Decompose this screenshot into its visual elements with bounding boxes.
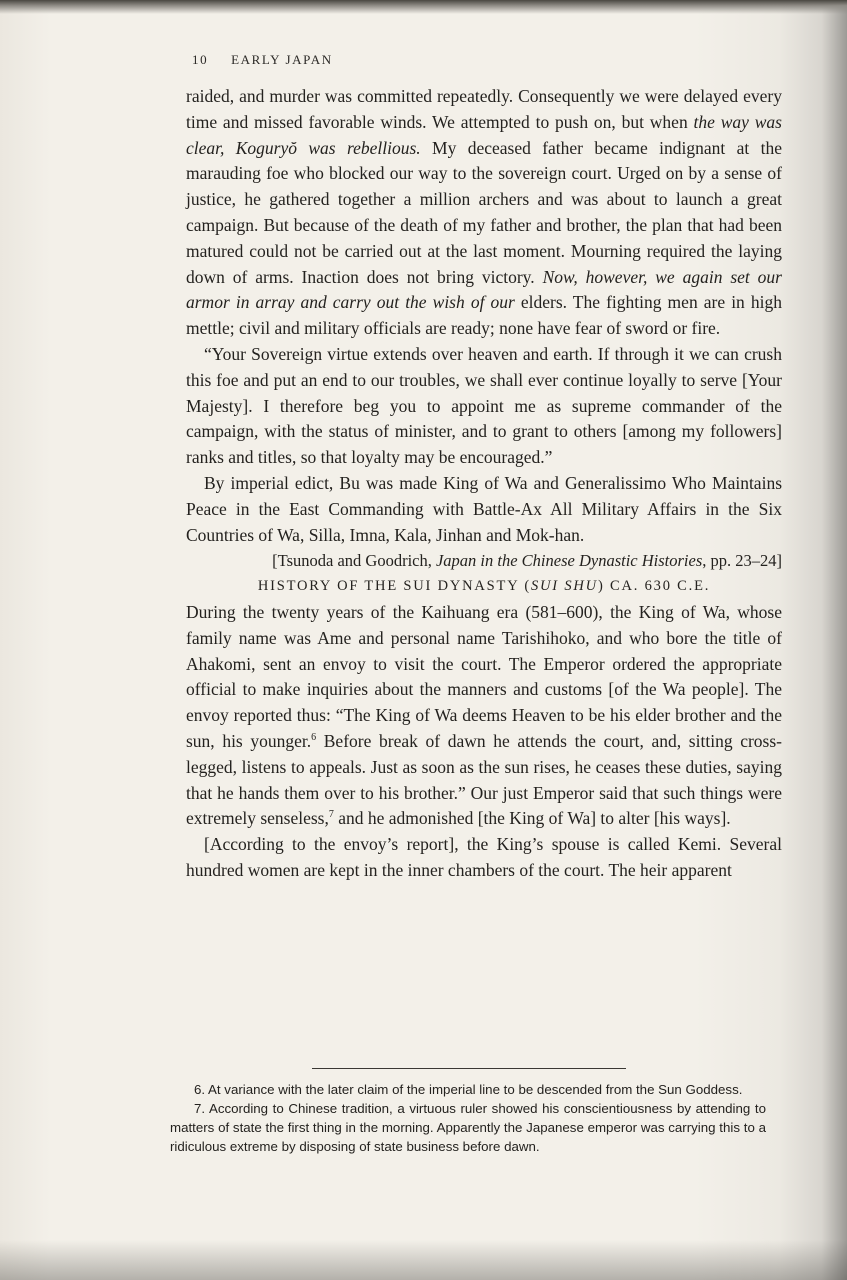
paragraph: [According to the envoy’s report], the King’s spouse is called Kemi. Several hundred women are kept in the inner chambers of the court. The heir apparent bbox=[186, 834, 782, 880]
footnote-ref[interactable]: 7 bbox=[328, 809, 334, 821]
italic-text: the way was clear, Koguryŏ was rebellious. bbox=[186, 111, 782, 158]
footnotes bbox=[170, 1080, 766, 1156]
page-number: 10 bbox=[192, 52, 209, 67]
paragraph: “Your Sovereign virtue extends over heaven and earth. If through it we can crush this foe and put an end to our troubles, we shall ever continue loyally to serve [Your Majesty]. I therefore beg you to appoint me as supreme commander of the campaign, with the status of minister, and to grant to others [among my followers] ranks and titles, so that loyalty may be encouraged.” bbox=[186, 343, 782, 468]
citation: [Tsunoda and Goodrich, Japan in the Chinese Dynastic Histories, pp. 23–24] bbox=[272, 551, 782, 571]
italic-text: Now, however, we again set our armor in array and carry out the wish of our bbox=[186, 266, 782, 313]
cited-work-title: Japan in the Chinese Dynastic Histories bbox=[435, 551, 703, 571]
section-heading: HISTORY OF THE SUI DYNASTY (SUI SHU) CA. 630 C.E. bbox=[257, 578, 711, 595]
paragraph: By imperial edict, Bu was made King of Wa and Generalissimo Who Maintains Peace in the East Commanding with Battle-Ax All Military Affairs in the Six Countries of Wa, Silla, Imna, Kala, Jinhan and Mok-han. bbox=[186, 472, 782, 545]
running-head bbox=[192, 52, 333, 68]
paragraph: raided, and murder was committed repeatedly. Consequently we were delayed every time and missed favorable winds. We attempted to push on, but when the way was clear, Koguryŏ was rebellious. My deceased father became indignant at the marauding foe who blocked our way to the sovereign court. Urged on by a sense of justice, he gathered together a million archers and was about to launch a great campaign. But because of the death of my father and brother, the plan that had been matured could not be carried out at the last moment. Mourning required the laying down of arms. Inaction does not bring victory. Now, however, we again set our armor in array and carry out the wish of our elders. The fighting men are in high mettle; civil and military officials are ready; none have fear of sword or fire. bbox=[186, 86, 782, 339]
footnote-divider bbox=[312, 1068, 626, 1069]
footnote: 7. According to Chinese tradition, a virtuous ruler showed his conscientiousness by attending to matters of state the first thing in the morning. Apparently the Japanese emperor was carrying this to a ridiculous extreme by disposing of state business before dawn. bbox=[170, 1101, 766, 1154]
footnote: 6. At variance with the later claim of the imperial line to be descended from the Sun Goddess. bbox=[194, 1082, 743, 1097]
paragraph: During the twenty years of the Kaihuang era (581–600), the King of Wa, whose family name was Ame and personal name Tarishihoko, and who bore the title of Ahakomi, sent an envoy to visit the court. The Emperor ordered the appropriate official to make inquiries about the manners and customs [of the Wa people]. The envoy reported thus: “The King of Wa deems Heaven to be his elder brother and the sun, his younger.$^6$ Before break of dawn he attends the court, and, sitting cross-legged, listens to appeals. Just as soon as the sun rises, he ceases these duties, saying that he hands them over to his brother.” Our just Emperor said that such things were extremely senseless,$^7$ and he admonished [the King of Wa] to alter [his ways]. bbox=[186, 601, 782, 829]
running-title: EARLY JAPAN bbox=[231, 52, 333, 67]
main-text bbox=[186, 84, 782, 884]
footnote-ref[interactable]: 6 bbox=[311, 732, 317, 744]
